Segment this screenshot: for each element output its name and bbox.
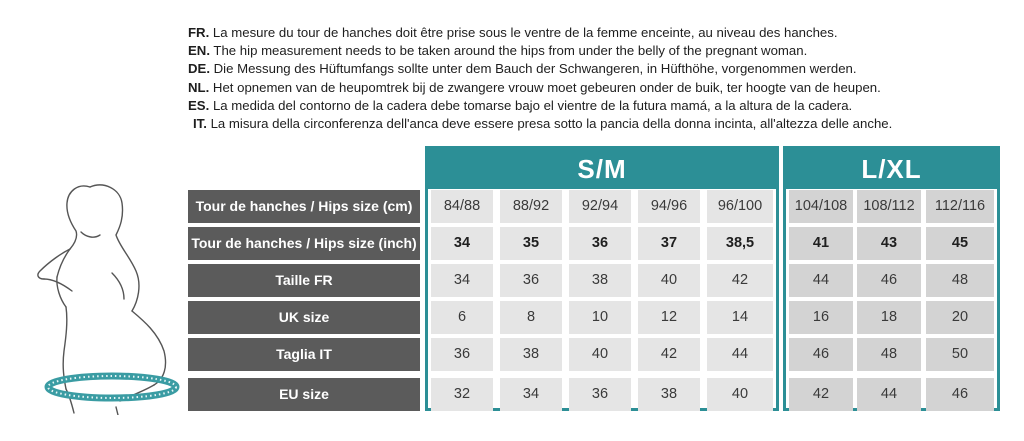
measurement-notes bbox=[188, 24, 892, 133]
table-cell: 38 bbox=[638, 378, 700, 411]
table-cell: 40 bbox=[707, 378, 773, 411]
table-cell: 46 bbox=[857, 264, 921, 297]
table-cell: 40 bbox=[569, 338, 631, 371]
row-label-hips-cm: Tour de hanches / Hips size (cm) bbox=[188, 190, 420, 223]
table-cell: 16 bbox=[789, 301, 853, 334]
table-cell: 45 bbox=[926, 227, 994, 260]
table-cell: 94/96 bbox=[638, 190, 700, 223]
table-cell: 43 bbox=[857, 227, 921, 260]
note-it: IT. La misura della circonferenza dell'anca deve essere presa sotto la pancia della donna incinta, all'altezza delle anche. bbox=[193, 116, 893, 132]
table-cell: 96/100 bbox=[707, 190, 773, 223]
table-cell: 46 bbox=[926, 378, 994, 411]
table-cell: 42 bbox=[789, 378, 853, 411]
row-label-eu-size: EU size bbox=[188, 378, 420, 411]
table-cell: 36 bbox=[569, 227, 631, 260]
table-cell: 18 bbox=[857, 301, 921, 334]
table-cell: 92/94 bbox=[569, 190, 631, 223]
table-cell: 12 bbox=[638, 301, 700, 334]
table-cell: 104/108 bbox=[789, 190, 853, 223]
table-cell: 46 bbox=[789, 338, 853, 371]
table-cell: 44 bbox=[857, 378, 921, 411]
table-cell: 88/92 bbox=[500, 190, 562, 223]
row-label-uk-size: UK size bbox=[188, 301, 420, 334]
group-title-s-m: S/M bbox=[428, 149, 776, 189]
note-fr: FR. La mesure du tour de hanches doit être prise sous le ventre de la femme enceinte, au niveau des hanches. bbox=[188, 25, 838, 40]
table-cell: 14 bbox=[707, 301, 773, 334]
table-cell: 84/88 bbox=[431, 190, 493, 223]
table-cell: 44 bbox=[789, 264, 853, 297]
table-cell: 112/116 bbox=[926, 190, 994, 223]
table-cell: 48 bbox=[926, 264, 994, 297]
table-cell: 38 bbox=[569, 264, 631, 297]
group-title-l-xl: L/XL bbox=[786, 149, 997, 189]
table-cell: 108/112 bbox=[857, 190, 921, 223]
table-cell: 44 bbox=[707, 338, 773, 371]
row-label-hips-inch: Tour de hanches / Hips size (inch) bbox=[188, 227, 420, 260]
table-cell: 37 bbox=[638, 227, 700, 260]
table-cell: 36 bbox=[569, 378, 631, 411]
table-cell: 6 bbox=[431, 301, 493, 334]
table-cell: 40 bbox=[638, 264, 700, 297]
note-es: ES. La medida del contorno de la cadera debe tomarse bajo el vientre de la futura mamá, a la altura de la cadera. bbox=[188, 97, 853, 113]
table-cell: 34 bbox=[431, 264, 493, 297]
table-cell: 34 bbox=[431, 227, 493, 260]
table-cell: 48 bbox=[857, 338, 921, 371]
note-nl: NL. Het opnemen van de heupomtrek bij de zwangere vrouw moet gebeuren onder de buik, ter hoogte van de heupen. bbox=[188, 79, 881, 95]
row-label-taglia-it: Taglia IT bbox=[188, 338, 420, 371]
note-en: EN. The hip measurement needs to be taken around the hips from under the belly of the pregnant woman. bbox=[188, 43, 808, 59]
table-cell: 42 bbox=[707, 264, 773, 297]
table-cell: 38,5 bbox=[707, 227, 773, 260]
table-cell: 50 bbox=[926, 338, 994, 371]
table-cell: 42 bbox=[638, 338, 700, 371]
table-cell: 36 bbox=[431, 338, 493, 371]
note-de: DE. Die Messung des Hüftumfangs sollte unter dem Bauch der Schwangeren, in Hüfthöhe, vorgenommen werden. bbox=[188, 61, 857, 77]
pregnant-woman-measure-icon bbox=[20, 175, 180, 415]
table-cell: 32 bbox=[431, 378, 493, 411]
table-cell: 38 bbox=[500, 338, 562, 371]
table-cell: 41 bbox=[789, 227, 853, 260]
table-cell: 35 bbox=[500, 227, 562, 260]
table-cell: 8 bbox=[500, 301, 562, 334]
row-label-taille-fr: Taille FR bbox=[188, 264, 420, 297]
table-cell: 36 bbox=[500, 264, 562, 297]
table-cell: 34 bbox=[500, 378, 562, 411]
table-cell: 20 bbox=[926, 301, 994, 334]
table-cell: 10 bbox=[569, 301, 631, 334]
